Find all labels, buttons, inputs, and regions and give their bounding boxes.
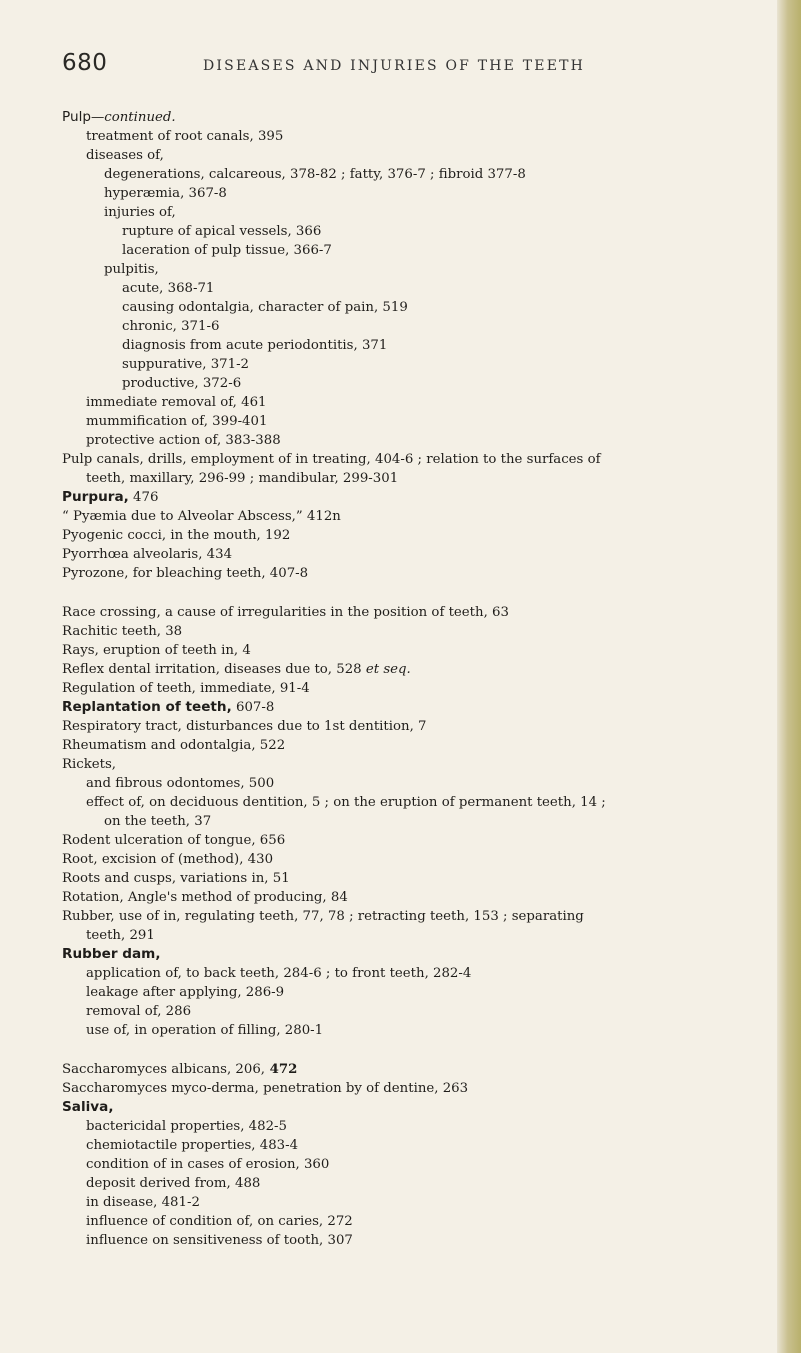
- subentry: immediate removal of, 461: [86, 395, 267, 410]
- entry-rotation: Rotation, Angle's method of producing, 84: [62, 890, 348, 905]
- subentry: use of, in operation of filling, 280-1: [86, 1023, 324, 1038]
- entry-replantation: [62, 698, 782, 717]
- subentry: leakage after applying, 286-9: [86, 985, 285, 1000]
- subentry: causing odontalgia, character of pain, 519: [122, 300, 408, 315]
- entry-roots-cusps: Roots and cusps, variations in, 51: [62, 871, 290, 886]
- entry-text: Reflex dental irritation, diseases due to, 528: [62, 662, 362, 677]
- subentry: chemiotactile properties, 483-4: [86, 1138, 299, 1153]
- continued-label: —continued.: [90, 110, 176, 125]
- subentry: and fibrous odontomes, 500: [86, 776, 275, 791]
- subentry: chronic, 371-6: [122, 319, 220, 334]
- entry-text: Saccharomyces albicans, 206,: [62, 1062, 266, 1077]
- subentry: laceration of pulp tissue, 366-7: [122, 243, 332, 258]
- entry-continuation: teeth, maxillary, 296-99 ; mandibular, 299-301: [86, 471, 399, 486]
- entry-saccharomyces-albicans: [62, 1060, 782, 1079]
- entry-rachitic: Rachitic teeth, 38: [62, 624, 183, 639]
- entry-purpura: [62, 488, 782, 507]
- section-gap: [62, 583, 782, 603]
- entry-pulp-canals: Pulp canals, drills, employment of in treating, 404-6 ; relation to the surfaces of: [62, 452, 601, 467]
- entry-pyorrhoea: Pyorrhœa alveolaris, 434: [62, 547, 233, 562]
- entry-heading: Pulp: [62, 109, 91, 125]
- entry-rubber: Rubber, use of in, regulating teeth, 77, 78 ; retracting teeth, 153 ; separating: [62, 909, 584, 924]
- entry-saccharomyces-myco-derma: Saccharomyces myco-derma, penetration by of dentine, 263: [62, 1081, 469, 1096]
- index-entries: [62, 108, 782, 1250]
- entry-pyrozone: Pyrozone, for bleaching teeth, 407-8: [62, 566, 309, 581]
- entry-pages: 476: [128, 490, 159, 505]
- entry-pages-bold: 472: [265, 1062, 298, 1077]
- entry-continuation: teeth, 291: [86, 928, 155, 943]
- entry-heading: Rubber dam,: [62, 946, 161, 962]
- et-seq: et seq.: [365, 662, 411, 677]
- subentry: effect of, on deciduous dentition, 5 ; on the eruption of permanent teeth, 14 ;: [86, 795, 606, 810]
- entry-heading: Replantation of teeth,: [62, 699, 232, 715]
- subentry: condition of in cases of erosion, 360: [86, 1157, 330, 1172]
- subentry: suppurative, 371-2: [122, 357, 250, 372]
- entry-pyaemia: “ Pyæmia due to Alveolar Abscess,” 412n: [62, 509, 341, 524]
- subentry: acute, 368-71: [122, 281, 215, 296]
- entry-rickets: Rickets,: [62, 757, 117, 772]
- subentry: bactericidal properties, 482-5: [86, 1119, 288, 1134]
- entry-heading: Purpura,: [62, 489, 129, 505]
- subentry: rupture of apical vessels, 366: [122, 224, 322, 239]
- entry-saliva: [62, 1098, 782, 1117]
- subentry: degenerations, calcareous, 378-82 ; fatty, 376-7 ; fibroid 377-8: [104, 167, 526, 182]
- entry-pages: 607-8: [231, 700, 275, 715]
- subentry: on the teeth, 37: [104, 814, 212, 829]
- subentry: injuries of,: [104, 205, 176, 220]
- subentry: removal of, 286: [86, 1004, 192, 1019]
- entry-rubber-dam: [62, 945, 782, 964]
- subentry: treatment of root canals, 395: [86, 129, 284, 144]
- subentry: protective action of, 383-388: [86, 433, 281, 448]
- entry-rheumatism: Rheumatism and odontalgia, 522: [62, 738, 286, 753]
- subentry: application of, to back teeth, 284-6 ; to front teeth, 282-4: [86, 966, 472, 981]
- entry-regulation: Regulation of teeth, immediate, 91-4: [62, 681, 310, 696]
- subentry: in disease, 481-2: [86, 1195, 200, 1210]
- entry-heading: Saliva,: [62, 1099, 114, 1115]
- page-header: [62, 50, 762, 90]
- subentry: hyperæmia, 367-8: [104, 186, 227, 201]
- page-number: 680: [62, 50, 108, 76]
- subentry: mummification of, 399-401: [86, 414, 268, 429]
- subentry: diseases of,: [86, 148, 164, 163]
- subentry: influence on sensitiveness of tooth, 307: [86, 1233, 353, 1248]
- subentry: pulpitis,: [104, 262, 159, 277]
- subentry: diagnosis from acute periodontitis, 371: [122, 338, 388, 353]
- entry-rodent: Rodent ulceration of tongue, 656: [62, 833, 286, 848]
- entry-reflex: [62, 660, 782, 679]
- entry-rays: Rays, eruption of teeth in, 4: [62, 643, 251, 658]
- running-head: DISEASES AND INJURIES OF THE TEETH: [203, 58, 586, 74]
- subentry: productive, 372-6: [122, 376, 242, 391]
- entry-respiratory: Respiratory tract, disturbances due to 1st dentition, 7: [62, 719, 427, 734]
- entry-race-crossing: Race crossing, a cause of irregularities in the position of teeth, 63: [62, 605, 509, 620]
- entry-root: Root, excision of (method), 430: [62, 852, 274, 867]
- section-gap: [62, 1040, 782, 1060]
- subentry: influence of condition of, on caries, 272: [86, 1214, 353, 1229]
- entry-pyogenic: Pyogenic cocci, in the mouth, 192: [62, 528, 291, 543]
- subentry: deposit derived from, 488: [86, 1176, 261, 1191]
- entry-pulp: [62, 108, 782, 127]
